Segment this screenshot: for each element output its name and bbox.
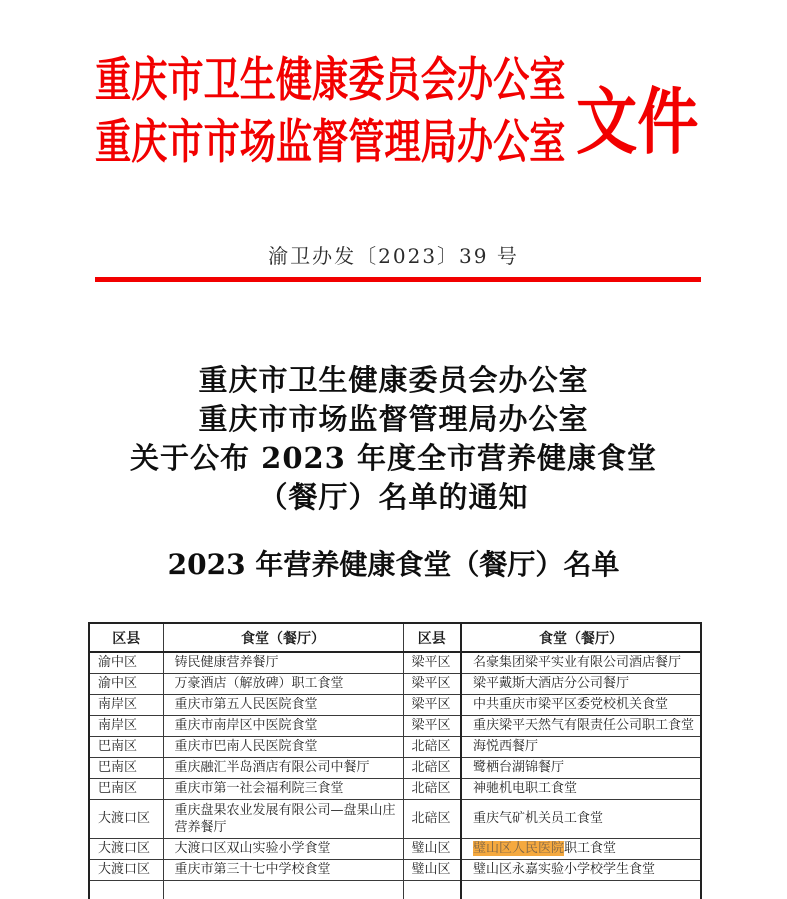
table-row [89, 799, 701, 838]
canteen-cell: 铸民健康营养餐厅 [163, 652, 403, 673]
district-cell: 梁平区 [403, 652, 461, 673]
district-cell: 北碚区 [403, 778, 461, 799]
district-cell: 大渡口区 [89, 838, 163, 859]
column-header-district-right: 区县 [403, 623, 461, 652]
district-cell: 璧山区 [403, 838, 461, 859]
canteen-cell: 璧山区永嘉实验小学校学生食堂 [461, 859, 701, 880]
masthead-doc-label: 文件 [576, 79, 699, 164]
canteen-cell: 重庆气矿机关员工食堂 [461, 799, 701, 838]
canteen-cell: 重庆市巴南人民医院食堂 [163, 736, 403, 757]
search-highlight: 璧山区人民医院 [473, 841, 565, 856]
table-row [89, 757, 701, 778]
column-header-canteen-left: 食堂（餐厅） [163, 623, 403, 652]
district-cell: 渝中区 [89, 673, 163, 694]
district-cell: 大渡口区 [89, 799, 163, 838]
district-cell: 巴南区 [89, 736, 163, 757]
district-cell: 大渡口区 [89, 859, 163, 880]
canteen-cell: 重庆融汇半岛酒店有限公司中餐厅 [163, 757, 403, 778]
table-row [89, 694, 701, 715]
notice-title-line: 重庆市市场监督管理局办公室 [198, 402, 589, 436]
doc-number: 渝卫办发〔2023〕39 号 [268, 244, 519, 268]
canteen-cell: 重庆市第一社会福利院三食堂 [163, 778, 403, 799]
table-row [89, 859, 701, 880]
canteen-cell: 万豪酒店（解放碑）职工食堂 [163, 673, 403, 694]
list-title: 2023 年营养健康食堂（餐厅）名单 [167, 548, 620, 581]
canteen-table-body [89, 652, 701, 899]
notice-title [0, 361, 787, 517]
table-header-row [89, 623, 701, 652]
table-row-cutoff [89, 880, 701, 899]
notice-title-line: 重庆市卫生健康委员会办公室 [198, 363, 589, 397]
canteen-cell: 神驰机电职工食堂 [461, 778, 701, 799]
district-cell: 梁平区 [403, 673, 461, 694]
district-cell: 南岸区 [89, 715, 163, 736]
canteen-cell: 梁平戴斯大酒店分公司餐厅 [461, 673, 701, 694]
district-cell: 北碚区 [403, 799, 461, 838]
canteen-cell: 璧山区人民医院职工食堂 [461, 838, 701, 859]
district-cell: 巴南区 [89, 778, 163, 799]
canteen-cell: 大渡口区双山实验小学食堂 [163, 838, 403, 859]
column-header-district-left: 区县 [89, 623, 163, 652]
district-cell: 渝中区 [89, 652, 163, 673]
table-row [89, 838, 701, 859]
canteen-table [88, 622, 702, 899]
table-row [89, 715, 701, 736]
column-header-canteen-right: 食堂（餐厅） [461, 623, 701, 652]
notice-title-line: 关于公布 2023 年度全市营养健康食堂 [130, 441, 657, 475]
canteen-cell: 海悦西餐厅 [461, 736, 701, 757]
canteen-cell: 名豪集团梁平实业有限公司酒店餐厅 [461, 652, 701, 673]
empty-cell [89, 880, 163, 899]
canteen-table-container [88, 622, 700, 899]
empty-cell [163, 880, 403, 899]
canteen-cell: 重庆盘果农业发展有限公司—盘果山庄营养餐厅 [163, 799, 403, 838]
canteen-cell: 重庆市南岸区中医院食堂 [163, 715, 403, 736]
canteen-cell: 鹭栖台湖锦餐厅 [461, 757, 701, 778]
masthead-org-1: 重庆市卫生健康委员会办公室 [95, 53, 566, 108]
red-divider [95, 277, 701, 282]
district-cell: 南岸区 [89, 694, 163, 715]
document-masthead [95, 50, 567, 174]
district-cell: 璧山区 [403, 859, 461, 880]
table-row [89, 673, 701, 694]
district-cell: 梁平区 [403, 715, 461, 736]
canteen-cell: 重庆市第五人民医院食堂 [163, 694, 403, 715]
district-cell: 北碚区 [403, 757, 461, 778]
district-cell: 北碚区 [403, 736, 461, 757]
empty-cell [461, 880, 701, 899]
table-row [89, 778, 701, 799]
empty-cell [403, 880, 461, 899]
notice-title-line: （餐厅）名单的通知 [258, 480, 529, 514]
district-cell: 巴南区 [89, 757, 163, 778]
canteen-cell: 中共重庆市梁平区委党校机关食堂 [461, 694, 701, 715]
canteen-cell: 重庆市第三十七中学校食堂 [163, 859, 403, 880]
table-row [89, 736, 701, 757]
district-cell: 梁平区 [403, 694, 461, 715]
table-row [89, 652, 701, 673]
masthead-org-2: 重庆市市场监督管理局办公室 [95, 115, 566, 170]
canteen-cell: 重庆梁平天然气有限责任公司职工食堂 [461, 715, 701, 736]
